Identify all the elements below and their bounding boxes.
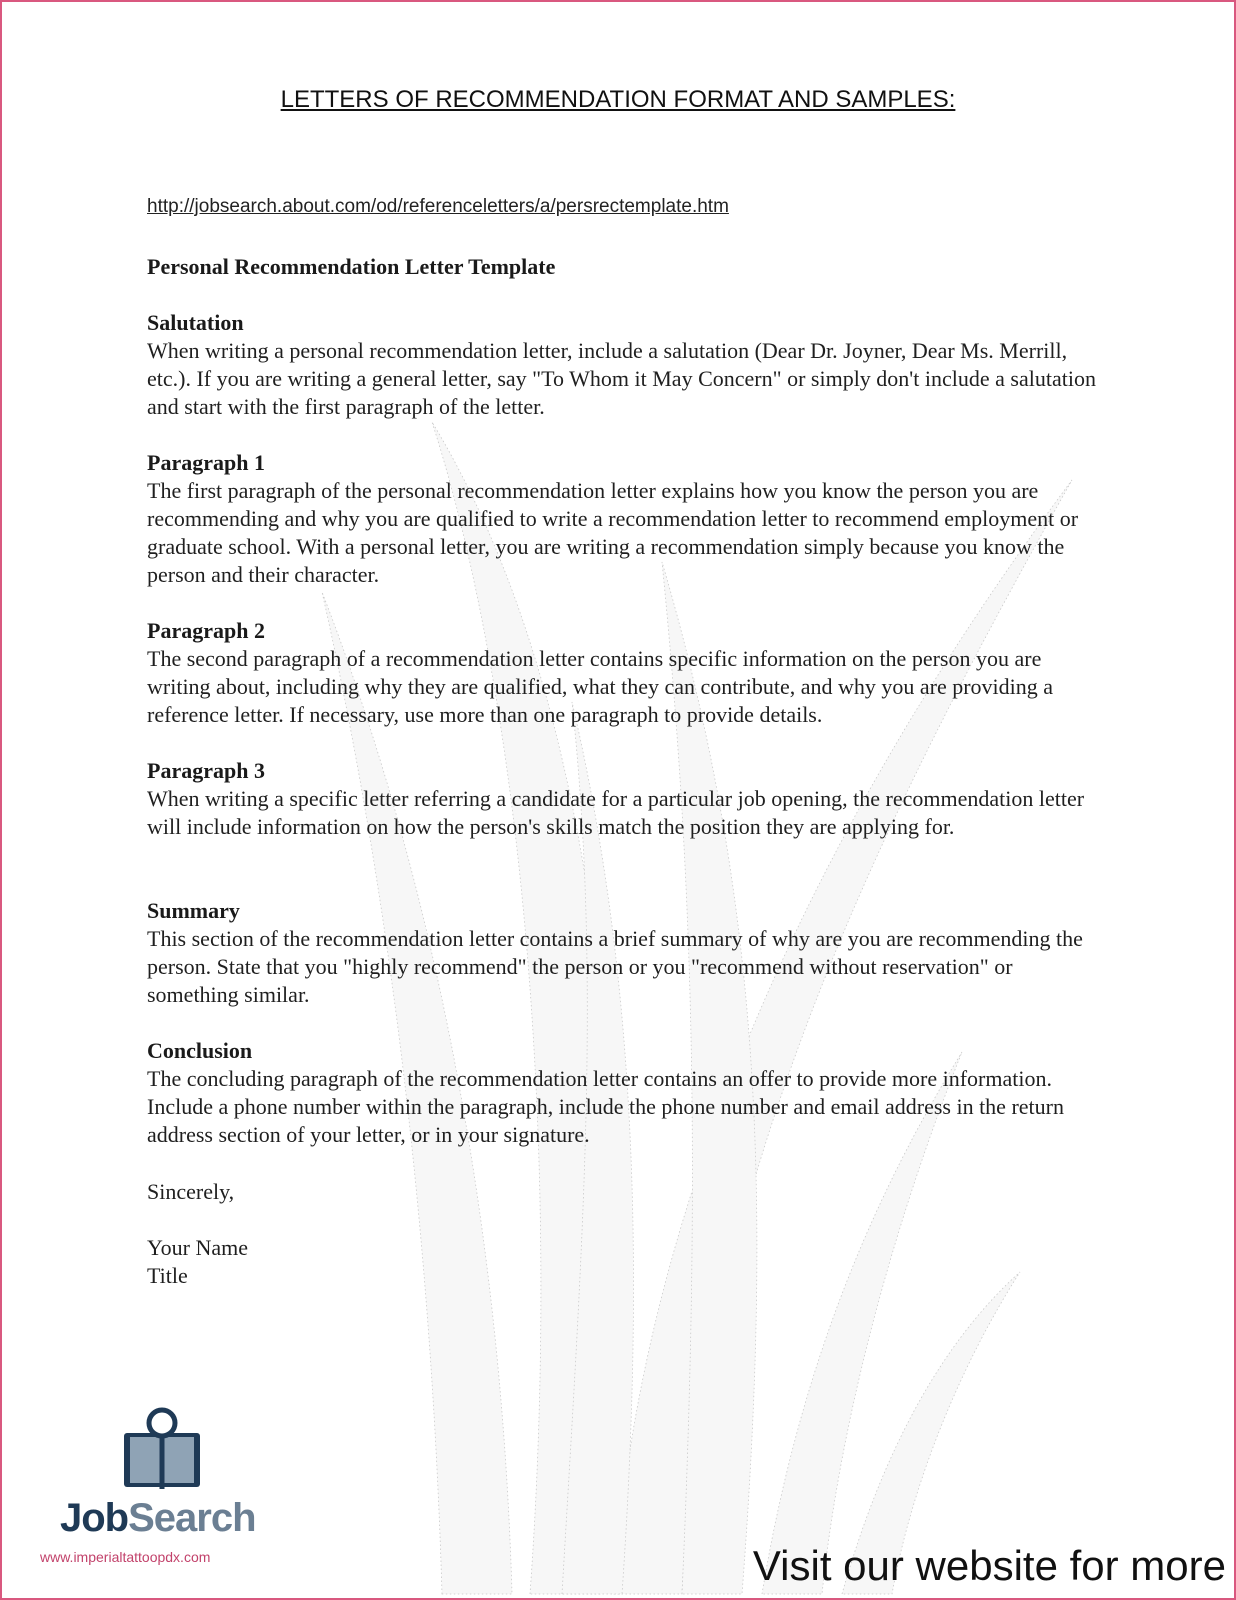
brand-name-search: Search (128, 1496, 256, 1540)
section-conclusion (147, 1037, 1107, 1149)
section-body: The second paragraph of a recommendation letter contains specific information on the person you are writing about, including why they are qualified, what they can contribute, and why you are providing a reference letter. If necessary, use more than one paragraph to provide details. (147, 646, 1054, 727)
section-salutation (147, 309, 1107, 421)
sign-off: Sincerely, (147, 1179, 235, 1204)
brand-name (60, 1496, 256, 1541)
section-body: When writing a specific letter referring a candidate for a particular job opening, the recommendation letter will include information on how the person's skills match the position they are applying for. (147, 786, 1085, 839)
page-title: LETTERS OF RECOMMENDATION FORMAT AND SAMPLES: (280, 86, 956, 113)
section-body: This section of the recommendation letter contains a brief summary of why are you are recommending the person. State that you "highly recommend" the person or you "recommend without reservation" or something similar. (147, 926, 1083, 1007)
document-subtitle: Personal Recommendation Letter Template (147, 254, 556, 279)
section-body: The first paragraph of the personal recommendation letter explains how you know the person you are recommending and why you are qualified to write a recommendation letter to recommend employment or graduate school. With a personal letter, you are writing a recommendation simply because you know the person and their character. (147, 478, 1079, 587)
section-heading: Summary (147, 898, 240, 923)
section-heading: Salutation (147, 310, 244, 335)
signer-name: Your Name (147, 1235, 249, 1260)
section-body: When writing a personal recommendation letter, include a salutation (Dear Dr. Joyner, Dear Ms. Merrill, etc.). If you are writing a general letter, say "To Whom it May Concern" or simply don't include a salutation and start with the first paragraph of the letter. (147, 338, 1096, 419)
section-heading: Conclusion (147, 1038, 253, 1063)
section-heading: Paragraph 2 (147, 618, 265, 643)
section-body: The concluding paragraph of the recommendation letter contains an offer to provide more information. Include a phone number within the paragraph, include the phone number and email address in the return address section of your letter, or in your signature. (147, 1066, 1064, 1147)
section-heading: Paragraph 3 (147, 758, 265, 783)
section-paragraph-3 (147, 757, 1107, 841)
signer-title: Title (147, 1263, 188, 1288)
brand-url[interactable]: www.imperialtattoopdx.com (40, 1549, 211, 1565)
section-paragraph-1 (147, 449, 1107, 589)
section-summary (147, 897, 1107, 1009)
book-magnifier-icon (120, 1407, 204, 1493)
section-paragraph-2 (147, 617, 1107, 729)
reference-link[interactable]: http://jobsearch.about.com/od/referenceletters/a/persrectemplate.htm (147, 196, 729, 217)
section-heading: Paragraph 1 (147, 450, 265, 475)
brand-name-job: Job (60, 1496, 129, 1540)
visit-website-banner[interactable]: Visit our website for more (752, 1542, 1226, 1589)
